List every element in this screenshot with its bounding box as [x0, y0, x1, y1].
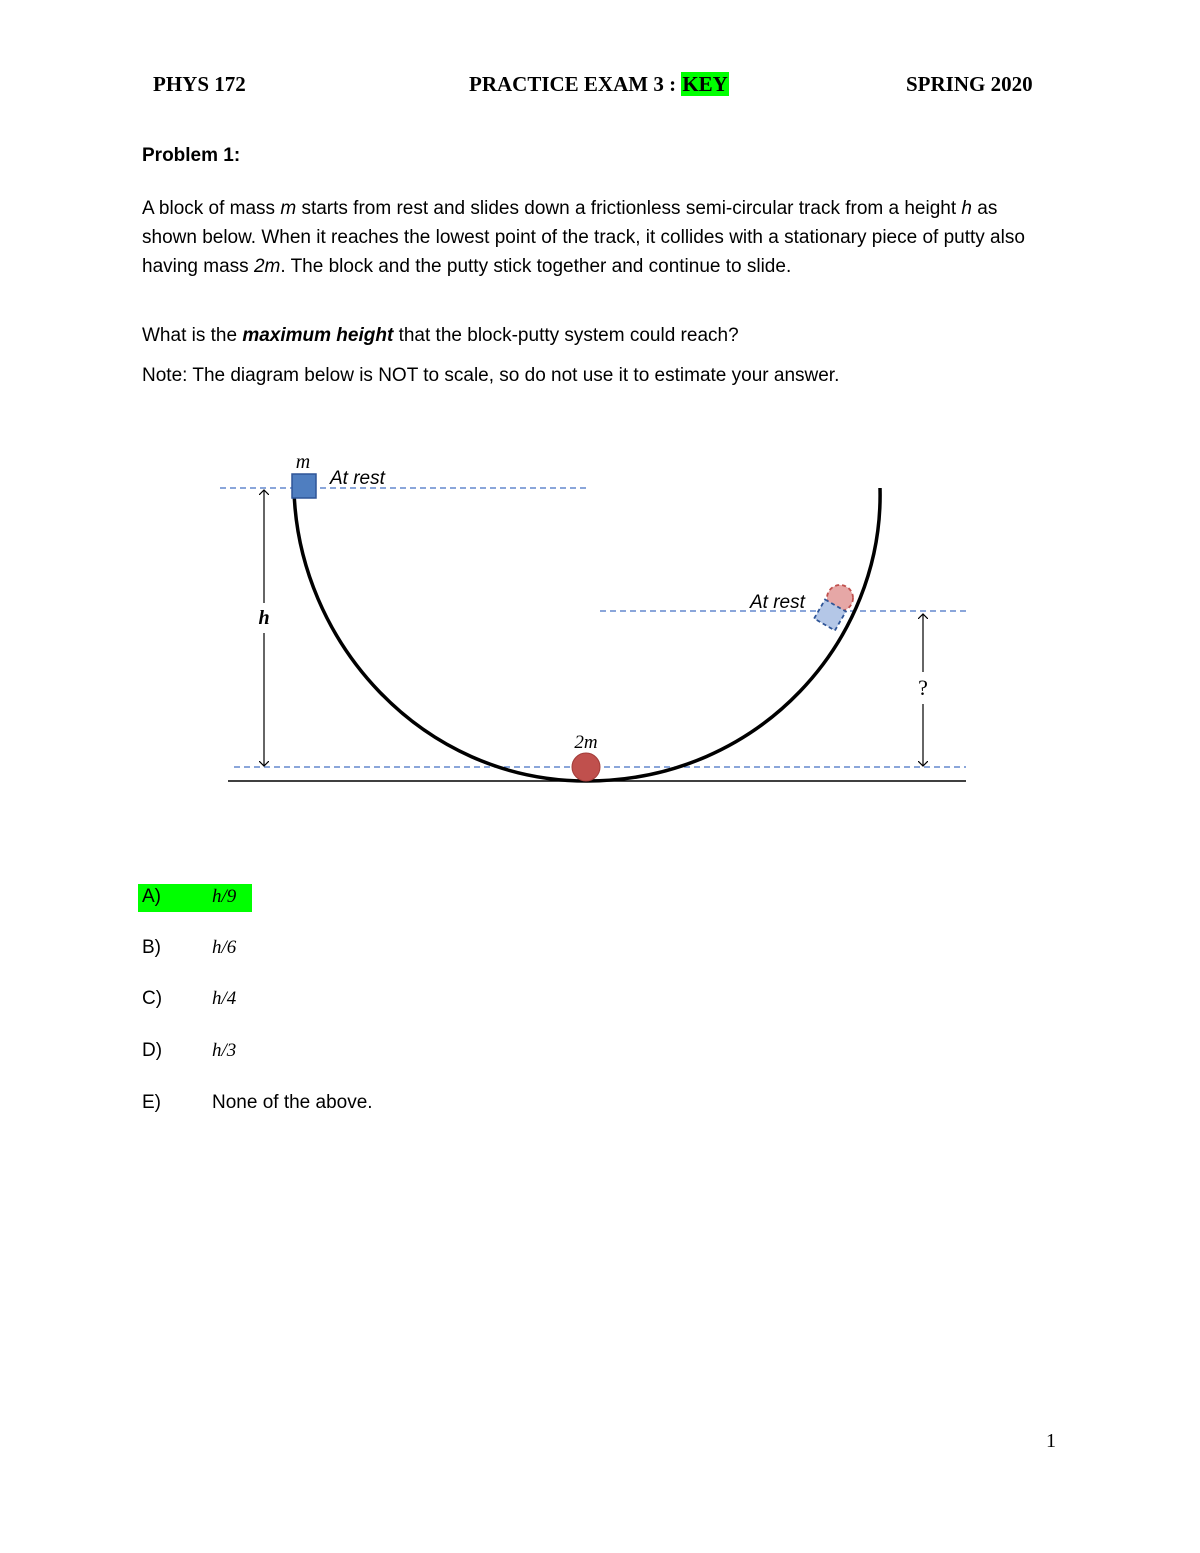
choice-letter: D) — [142, 1040, 163, 1061]
putty-2m — [572, 753, 600, 781]
choice-answer: h/6 — [212, 937, 237, 958]
block-m — [292, 474, 316, 498]
problem-text-1b: starts from rest and slides down a frictionless semi-circular track from a height — [296, 198, 962, 219]
h-label: h — [258, 607, 270, 629]
choice-answer: h/3 — [212, 1040, 237, 1061]
block-m-label: m — [295, 451, 311, 473]
at-rest-left-label: At rest — [330, 468, 385, 489]
track-diagram — [0, 440, 1200, 800]
exam-title — [469, 72, 729, 97]
question-text-b: that the block-putty system could reach? — [393, 325, 739, 346]
key-highlight: KEY — [682, 72, 728, 96]
problem-note: Note: The diagram below is NOT to scale, so do not use it to estimate your answer. — [142, 365, 840, 386]
problem-title: Problem 1: — [142, 145, 241, 166]
choice-answer: h/9 — [212, 886, 237, 907]
question-emphasis: maximum height — [242, 325, 394, 346]
problem-text-1c: as shown below. When it reaches the lowest point of the track, it collides with a stationary piece of putty also having mass — [142, 198, 1025, 277]
choice-answer: None of the above. — [212, 1092, 373, 1113]
choice-letter: C) — [142, 988, 163, 1009]
choice-letter: B) — [142, 937, 161, 958]
problem-text-1a: A block of mass — [142, 198, 281, 219]
at-rest-right-label: At rest — [750, 592, 805, 613]
course-code: PHYS 172 — [153, 72, 246, 96]
choice-letter: E) — [142, 1092, 161, 1113]
question-text-a: What is the — [142, 325, 243, 346]
problem-text-1d: . The block and the putty stick together and continue to slide. — [280, 256, 792, 277]
page-header — [0, 72, 1200, 104]
var-2m: 2m — [253, 256, 281, 277]
term: SPRING 2020 — [906, 72, 1033, 96]
page-number: 1 — [1046, 1430, 1056, 1452]
var-m: m — [280, 198, 297, 219]
unknown-label: ? — [918, 675, 928, 700]
exam-title-prefix: PRACTICE EXAM 3 : — [469, 72, 682, 96]
putty-2m-label: 2m — [574, 732, 598, 753]
choice-letter: A) — [142, 886, 161, 907]
choice-answer: h/4 — [212, 988, 237, 1009]
var-h: h — [961, 198, 972, 219]
problem-question — [142, 321, 1042, 350]
problem-description — [142, 194, 1042, 281]
